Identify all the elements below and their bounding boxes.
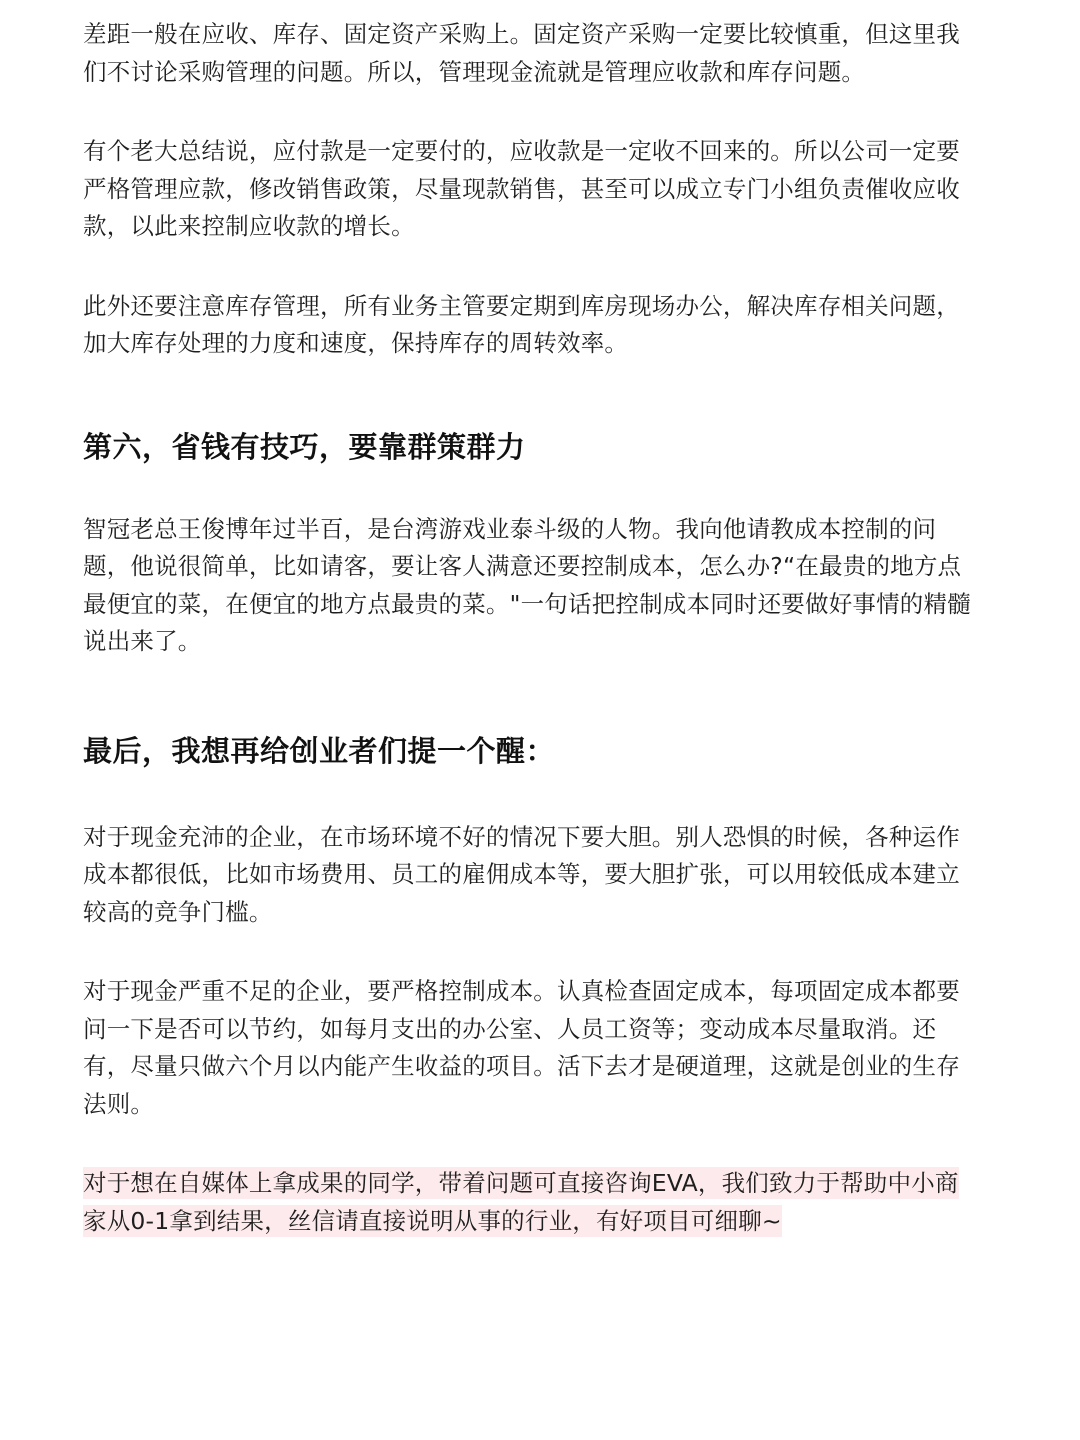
text-line: 最便宜的菜，在便宜的地方点最贵的菜。"一句话把控制成本同时还要做好事情的精髓	[83, 589, 971, 618]
text-line: 对于现金充沛的企业，在市场环境不好的情况下要大胆。别人恐惧的时候，各种运作	[83, 822, 960, 851]
text-line: 此外还要注意库存管理，所有业务主管要定期到库房现场办公，解决库存相关问题，	[83, 291, 960, 320]
paragraph-cash-poor	[83, 973, 1032, 1123]
text-line: 有，尽量只做六个月以内能产生收益的项目。活下去才是硬道理，这就是创业的生存	[83, 1052, 960, 1080]
text-line: 较高的竞争门槛。	[83, 897, 273, 926]
text-line: 题，他说很简单，比如请客，要让客人满意还要控制成本，怎么办?“在最贵的地方点	[83, 552, 962, 580]
text-line: 严格管理应款，修改销售政策，尽量现款销售，甚至可以成立专门小组负责催收应收	[83, 174, 960, 203]
text-line: 问一下是否可以节约，如每月支出的办公室、人员工资等；变动成本尽量取消。还	[83, 1014, 937, 1043]
highlighted-text: 家从0-1拿到结果，丝信请直接说明从事的行业，有好项目可细聊~	[83, 1206, 782, 1235]
promo-paragraph	[83, 1165, 1032, 1240]
text-line: 加大库存处理的力度和速度，保持库存的周转效率。	[83, 329, 629, 357]
text-line: 法则。	[83, 1089, 155, 1118]
paragraph-inventory	[83, 288, 1032, 363]
text-line: 款，以此来控制应收款的增长。	[83, 212, 415, 240]
promo-line	[83, 1203, 1032, 1241]
paragraph-receivables	[83, 16, 1032, 91]
paragraph-cash-rich	[83, 819, 1032, 932]
paragraph-anecdote	[83, 511, 1032, 661]
text-line: 成本都很低，比如市场费用、员工的雇佣成本等，要大胆扩张，可以用较低成本建立	[83, 860, 960, 888]
paragraph-payables	[83, 133, 1032, 246]
section-heading-six: 第六，省钱有技巧，要靠群策群力	[83, 429, 526, 464]
text-line: 差距一般在应收、库存、固定资产采购上。固定资产采购一定要比较慎重，但这里我	[83, 20, 960, 48]
promo-line	[83, 1165, 1032, 1203]
section-heading-final: 最后，我想再给创业者们提一个醒：	[83, 733, 556, 768]
text-line: 们不讨论采购管理的问题。所以，管理现金流就是管理应收款和库存问题。	[83, 57, 866, 86]
text-line: 有个老大总结说，应付款是一定要付的，应收款是一定收不回来的。所以公司一定要	[83, 137, 960, 165]
text-line: 智冠老总王俊博年过半百，是台湾游戏业泰斗级的人物。我向他请教成本控制的问	[83, 514, 937, 543]
text-line: 说出来了。	[83, 627, 202, 655]
text-line: 对于现金严重不足的企业，要严格控制成本。认真检查固定成本，每项固定成本都要	[83, 977, 960, 1005]
highlighted-text: 对于想在自媒体上拿成果的同学，带着问题可直接咨询EVA，我们致力于帮助中小商	[83, 1169, 959, 1197]
